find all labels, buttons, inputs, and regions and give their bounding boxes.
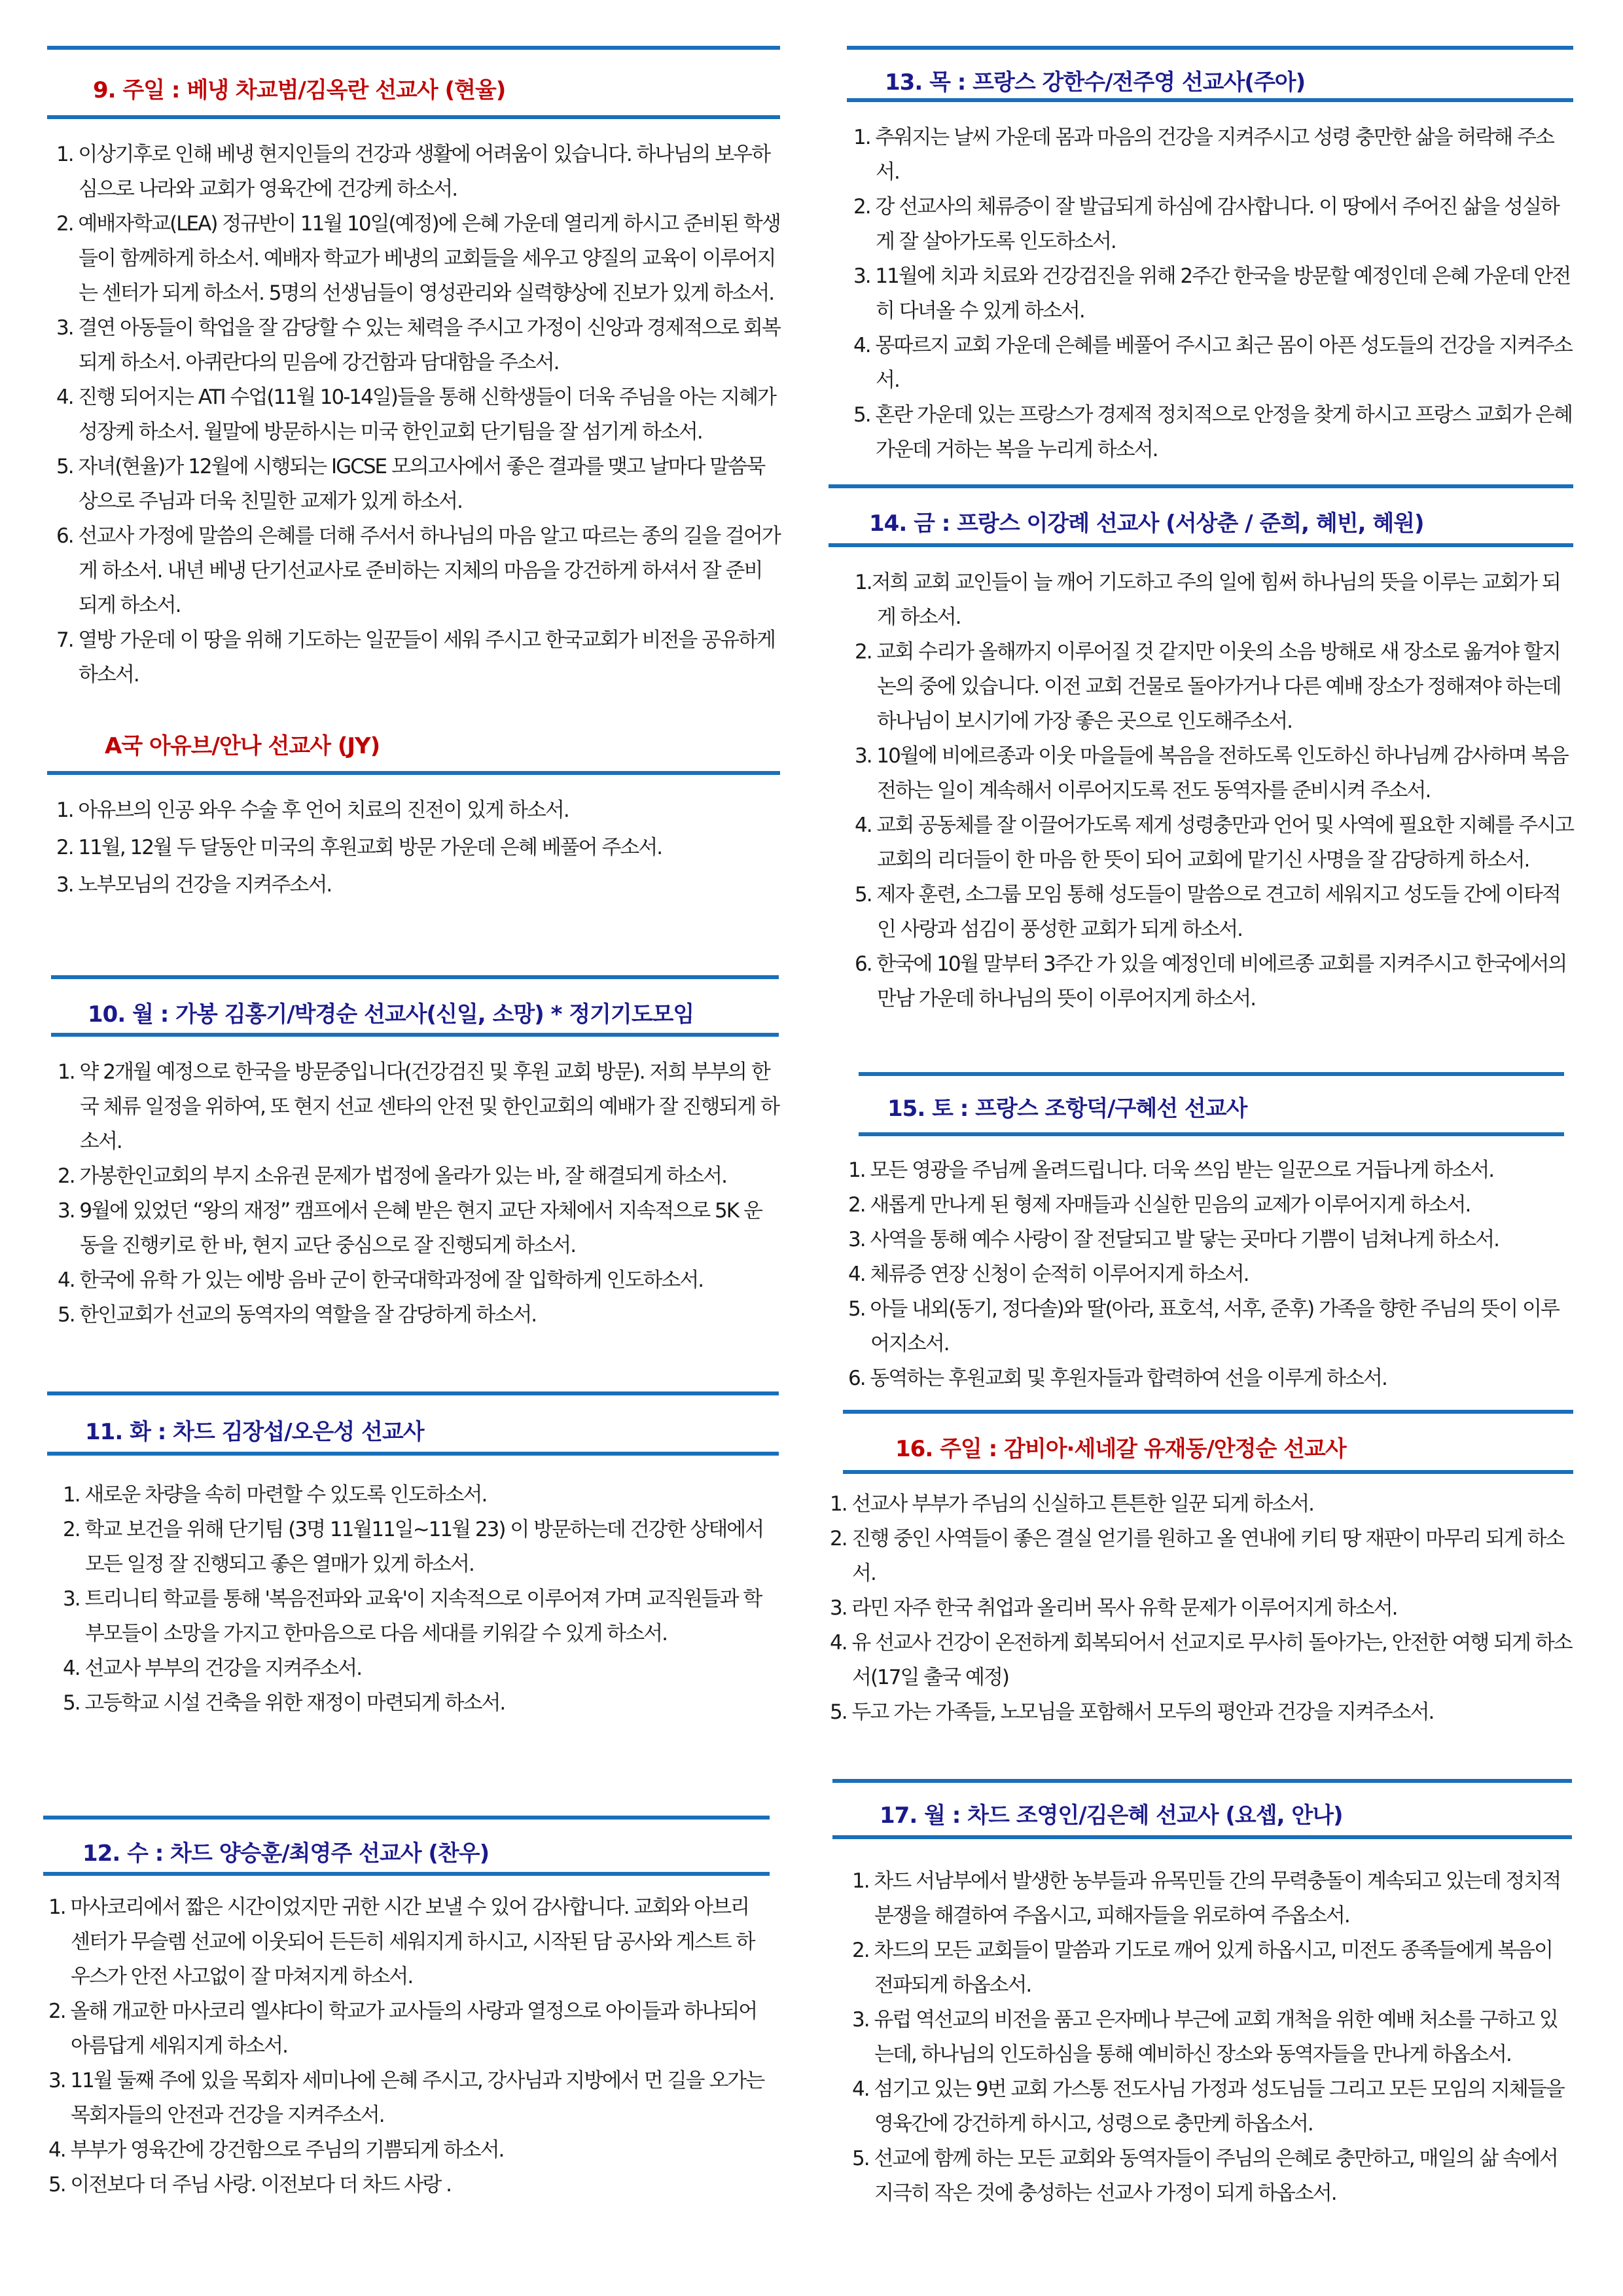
- section-title: A국 아유브/안나 선교사 (JY): [105, 733, 380, 759]
- prayer-section-16: [830, 1410, 1573, 1730]
- prayer-item: 5. 이전보다 더 주님 사랑. 이전보다 더 차드 사랑 .: [48, 2173, 451, 2197]
- prayer-section-15: [848, 1072, 1564, 1396]
- prayer-list: [832, 1864, 1572, 2211]
- section-bottom-rule: [843, 1470, 1573, 1474]
- prayer-item: 2. 학교 보건을 위해 단기팀 (3명 11월11일~11월 23) 이 방문하는데 건강한 상태에서 모든 일정 잘 진행되고 좋은 열매가 있게 하소서.: [63, 1518, 764, 1576]
- prayer-list: [829, 565, 1573, 1016]
- prayer-item: 1.저희 교회 교인들이 늘 깨어 기도하고 주의 일에 힘써 하나님의 뜻을 이루는 교회가 되게 하소서.: [855, 571, 1560, 629]
- prayer-item: 2. 강 선교사의 체류증이 잘 발급되게 하심에 감사합니다. 이 땅에서 주어진 삶을 성실하게 잘 살아가도록 인도하소서.: [853, 195, 1559, 253]
- section-title: 16. 주일 : 감비아·세네갈 유재동/안정순 선교사: [895, 1436, 1346, 1462]
- prayer-item: 2. 새롭게 만나게 된 형제 자매들과 신실한 믿음의 교제가 이루어지게 하소서.: [848, 1193, 1471, 1217]
- prayer-item: 6. 한국에 10월 말부터 3주간 가 있을 예정인데 비에르종 교회를 지켜주시고 한국에서의 만남 가운데 하나님의 뜻이 이루어지게 하소서.: [855, 952, 1567, 1011]
- section-top-rule: [843, 1410, 1573, 1414]
- section-top-rule: [51, 975, 779, 979]
- prayer-item: 2. 예배자학교(LEA) 정규반이 11월 10일(예정)에 은혜 가운데 열리게 하시고 준비된 학생들이 함께하게 하소서. 예배자 학교가 베냉의 교회들을 세우고 양질의 교육이 이루어지는 센터가 되게 하소서. 5명의 선생님들이 영성관리와 실력향상에 진보가 있게 하소서.: [56, 212, 780, 305]
- prayer-item: 6. 동역하는 후원교회 및 후원자들과 합력하여 선을 이루게 하소서.: [848, 1367, 1387, 1390]
- prayer-item: 2. 교회 수리가 올해까지 이루어질 것 같지만 이웃의 소음 방해로 새 장소로 옮겨야 할지 논의 중에 있습니다. 이전 교회 건물로 돌아가거나 다른 예배 장소가 정해져야 하는데 하나님이 보시기에 가장 좋은 곳으로 인도해주소서.: [855, 640, 1561, 733]
- prayer-item: 5. 혼란 가운데 있는 프랑스가 경제적 정치적으로 안정을 찾게 하시고 프랑스 교회가 은혜 가운데 거하는 복을 누리게 하소서.: [853, 403, 1572, 461]
- prayer-list: [847, 120, 1573, 467]
- prayer-item: 3. 노부모님의 건강을 지켜주소서.: [56, 873, 332, 897]
- prayer-item: 6. 선교사 가정에 말씀의 은혜를 더해 주서서 하나님의 마음 알고 따르는 종의 길을 걸어가게 하소서. 내년 베냉 단기선교사로 준비하는 지체의 마음을 강건하게 하셔서 잘 준비되게 하소서.: [56, 524, 780, 617]
- prayer-item: 1. 마사코리에서 짧은 시간이었지만 귀한 시간 보낼 수 있어 감사합니다. 교회와 아브리 센터가 무슬렘 선교에 이웃되어 든든히 세워지게 하시고, 시작된 담 공사와 게스트 하우스가 안전 사고없이 잘 마쳐지게 하소서.: [48, 1895, 755, 1988]
- section-top-rule: [832, 1779, 1572, 1783]
- prayer-item: 3. 11월에 치과 치료와 건강검진을 위해 2주간 한국을 방문할 예정인데 은혜 가운데 안전히 다녀올 수 있게 하소서.: [853, 264, 1571, 323]
- section-bottom-rule: [51, 1033, 779, 1037]
- prayer-item: 3. 라민 자주 한국 취업과 올리버 목사 유학 문제가 이루어지게 하소서.: [830, 1596, 1397, 1620]
- prayer-item: 2. 가봉한인교회의 부지 소유권 문제가 법정에 올라가 있는 바, 잘 해결되게 하소서.: [58, 1164, 726, 1188]
- prayer-section-13: [847, 46, 1573, 467]
- section-title: 15. 토 : 프랑스 조항덕/구혜선 선교사: [887, 1096, 1247, 1122]
- prayer-item: 3. 트리니티 학교를 통해 '복음전파와 교육'이 지속적으로 이루어져 가며 교직원들과 학부모들이 소망을 가지고 한마음으로 다음 세대를 키워갈 수 있게 하소서.: [63, 1587, 762, 1645]
- prayer-list: [830, 1487, 1573, 1730]
- prayer-item: 5. 두고 가는 가족들, 노모님을 포함해서 모두의 평안과 건강을 지켜주소서.: [830, 1700, 1434, 1724]
- prayer-item: 4. 섬기고 있는 9번 교회 가스통 전도사님 가정과 성도님들 그리고 모든 모임의 지체들을 영육간에 강건하게 하시고, 성령으로 충만케 하옵소서.: [852, 2077, 1564, 2136]
- prayer-list: [47, 137, 780, 692]
- prayer-item: 3. 9월에 있었던 “왕의 재정” 캠프에서 은혜 받은 현지 교단 자체에서 지속적으로 5K 운동을 진행키로 한 바, 현지 교단 중심으로 잘 진행되게 하소서.: [58, 1199, 762, 1257]
- prayer-list: [848, 1153, 1564, 1396]
- prayer-item: 4. 부부가 영육간에 강건함으로 주님의 기쁨되게 하소서.: [48, 2138, 504, 2162]
- prayer-list: [51, 1055, 779, 1333]
- section-bottom-rule: [829, 543, 1573, 547]
- prayer-item: 4. 체류증 연장 신청이 순적히 이루어지게 하소서.: [848, 1263, 1249, 1286]
- prayer-item: 7. 열방 가운데 이 땅을 위해 기도하는 일꾼들이 세워 주시고 한국교회가 비전을 공유하게 하소서.: [56, 628, 775, 687]
- prayer-item: 1. 아유브의 인공 와우 수술 후 언어 치료의 진전이 있게 하소서.: [56, 798, 569, 822]
- section-title: 17. 월 : 차드 조영인/김은혜 선교사 (요셉, 안나): [880, 1803, 1343, 1829]
- prayer-item: 2. 11월, 12월 두 달동안 미국의 후원교회 방문 가운데 은혜 베풀어 주소서.: [56, 836, 662, 859]
- prayer-item: 1. 이상기후로 인해 베냉 현지인들의 건강과 생활에 어려움이 있습니다. 하나님의 보우하심으로 나라와 교회가 영육간에 건강케 하소서.: [56, 143, 770, 201]
- prayer-item: 2. 올해 개교한 마사코리 엘샤다이 학교가 교사들의 사랑과 열정으로 아이들과 하나되어 아름답게 세워지게 하소서.: [48, 2000, 757, 2058]
- prayer-item: 4. 교회 공동체를 잘 이끌어가도록 제게 성령충만과 언어 및 사역에 필요한 지혜를 주시고 교회의 리더들이 한 마음 한 뜻이 되어 교회에 맡기신 사명을 잘 감당하게 하소서.: [855, 814, 1573, 872]
- prayer-item: 3. 사역을 통해 예수 사랑이 잘 전달되고 발 닿는 곳마다 기쁨이 넘쳐나게 하소서.: [848, 1228, 1499, 1251]
- prayer-item: 4. 한국에 유학 가 있는 에방 음바 군이 한국대학과정에 잘 입학하게 인도하소서.: [58, 1268, 704, 1292]
- prayer-item: 3. 10월에 비에르종과 이웃 마을들에 복음을 전하도록 인도하신 하나님께 감사하며 복음 전하는 일이 계속해서 이루어지도록 전도 동역자를 준비시켜 주소서.: [855, 744, 1568, 802]
- section-title: 13. 목 : 프랑스 강한수/전주영 선교사(주아): [885, 69, 1306, 96]
- prayer-item: 4. 진행 되어지는 ATI 수업(11월 10-14일)들을 통해 신학생들이 더욱 주님을 아는 지혜가 성장케 하소서. 월말에 방문하시는 미국 한인교회 단기팀을 잘 섬기게 하소서.: [56, 386, 776, 444]
- prayer-item: 5. 자녀(현율)가 12월에 시행되는 IGCSE 모의고사에서 좋은 결과를 맺고 날마다 말씀묵상으로 주님과 더욱 친밀한 교제가 있게 하소서.: [56, 455, 765, 513]
- section-title: 9. 주일 : 베냉 차교범/김옥란 선교사 (현율): [93, 77, 506, 103]
- section-title: 10. 월 : 가봉 김홍기/박경순 선교사(신일, 소망) * 정기기도모임: [88, 1001, 694, 1028]
- prayer-item: 5. 제자 훈련, 소그룹 모임 통해 성도들이 말씀으로 견고히 세워지고 성도들 간에 이타적인 사랑과 섬김이 풍성한 교회가 되게 하소서.: [855, 883, 1560, 941]
- section-bottom-rule: [47, 771, 780, 775]
- prayer-section-11: [47, 1391, 779, 1721]
- section-bottom-rule: [47, 1452, 779, 1456]
- prayer-item: 3. 유럽 역선교의 비전을 품고 은자메나 부근에 교회 개척을 위한 예배 처소를 구하고 있는데, 하나님의 인도하심을 통해 예비하신 장소와 동역자들을 만나게 하옵소서.: [852, 2008, 1558, 2066]
- prayer-item: 5. 고등학교 시설 건축을 위한 재정이 마련되게 하소서.: [63, 1691, 505, 1715]
- prayer-item: 1. 선교사 부부가 주님의 신실하고 튼튼한 일꾼 되게 하소서.: [830, 1492, 1314, 1516]
- prayer-item: 1. 새로운 차량을 속히 마련할 수 있도록 인도하소서.: [63, 1483, 487, 1507]
- section-top-rule: [47, 1391, 779, 1395]
- section-bottom-rule: [832, 1835, 1572, 1839]
- prayer-item: 1. 모든 영광을 주님께 올려드립니다. 더욱 쓰임 받는 일꾼으로 거듭나게 하소서.: [848, 1158, 1494, 1182]
- prayer-item: 3. 결연 아동들이 학업을 잘 감당할 수 있는 체력을 주시고 가정이 신앙과 경제적으로 회복되게 하소서. 아퀴란다의 믿음에 강건함과 담대함을 주소서.: [56, 316, 780, 374]
- prayer-list: [43, 1890, 770, 2202]
- section-bottom-rule: [859, 1132, 1564, 1136]
- prayer-item: 5. 한인교회가 선교의 동역자의 역할을 잘 감당하게 하소서.: [58, 1303, 537, 1327]
- prayer-item: 4. 몽따르지 교회 가운데 은혜를 베풀어 주시고 최근 몸이 아픈 성도들의 건강을 지켜주소서.: [853, 334, 1572, 392]
- prayer-item: 2. 진행 중인 사역들이 좋은 결실 얻기를 원하고 올 연내에 키티 땅 재판이 마무리 되게 하소서.: [830, 1527, 1564, 1585]
- prayer-item: 1. 추워지는 날씨 가운데 몸과 마음의 건강을 지켜주시고 성령 충만한 삶을 허락해 주소서.: [853, 126, 1554, 184]
- section-top-rule: [43, 1816, 770, 1820]
- section-top-rule: [829, 484, 1573, 488]
- prayer-item: 3. 11월 둘째 주에 있을 목회자 세미나에 은혜 주시고, 강사님과 지방에서 먼 길을 오가는 목회자들의 안전과 건강을 지켜주소서.: [48, 2069, 764, 2127]
- prayer-section-9: [47, 46, 780, 692]
- section-title: 11. 화 : 차드 김장섭/오은성 선교사: [85, 1419, 424, 1445]
- prayer-section-14: [829, 484, 1573, 1016]
- prayer-section-10: [51, 975, 779, 1333]
- section-bottom-rule: [47, 115, 780, 119]
- prayer-section-17: [832, 1779, 1572, 2211]
- prayer-list: [47, 1478, 779, 1721]
- prayer-item: 4. 선교사 부부의 건강을 지켜주소서.: [63, 1657, 362, 1680]
- prayer-section-a-country: [47, 728, 780, 904]
- section-title: 12. 수 : 차드 양승훈/최영주 선교사 (찬우): [82, 1840, 490, 1867]
- prayer-item: 2. 차드의 모든 교회들이 말씀과 기도로 깨어 있게 하옵시고, 미전도 종족들에게 복음이 전파되게 하옵소서.: [852, 1939, 1552, 1997]
- section-top-rule: [859, 1072, 1564, 1076]
- section-title: 14. 금 : 프랑스 이강례 선교사 (서상춘 / 준희, 혜빈, 혜원): [869, 511, 1424, 537]
- prayer-section-12: [43, 1816, 770, 2202]
- prayer-item: 4. 유 선교사 건강이 온전하게 회복되어서 선교지로 무사히 돌아가는, 안전한 여행 되게 하소서(17일 출국 예정): [830, 1631, 1572, 1689]
- prayer-list: [47, 792, 780, 904]
- section-top-rule: [847, 46, 1573, 50]
- prayer-item: 1. 차드 서남부에서 발생한 농부들과 유목민들 간의 무력충돌이 계속되고 있는데 정치적 분쟁을 해결하여 주옵시고, 피해자들을 위로하여 주옵소서.: [852, 1869, 1561, 1928]
- prayer-item: 5. 선교에 함께 하는 모든 교회와 동역자들이 주님의 은혜로 충만하고, 매일의 삶 속에서 지극히 작은 것에 충성하는 선교사 가정이 되게 하옵소서.: [852, 2147, 1558, 2205]
- section-top-rule: [47, 46, 780, 50]
- prayer-item: 1. 약 2개월 예정으로 한국을 방문중입니다(건강검진 및 후원 교회 방문). 저희 부부의 한국 체류 일정을 위하여, 또 현지 선교 센타의 안전 및 한인교회의 예배가 잘 진행되게 하소서.: [58, 1060, 779, 1153]
- prayer-item: 5. 아들 내외(동기, 정다솔)와 딸(아라, 표호석, 서후, 준후) 가족을 향한 주님의 뜻이 이루어지소서.: [848, 1297, 1559, 1355]
- section-bottom-rule: [43, 1872, 770, 1876]
- section-bottom-rule: [847, 98, 1573, 102]
